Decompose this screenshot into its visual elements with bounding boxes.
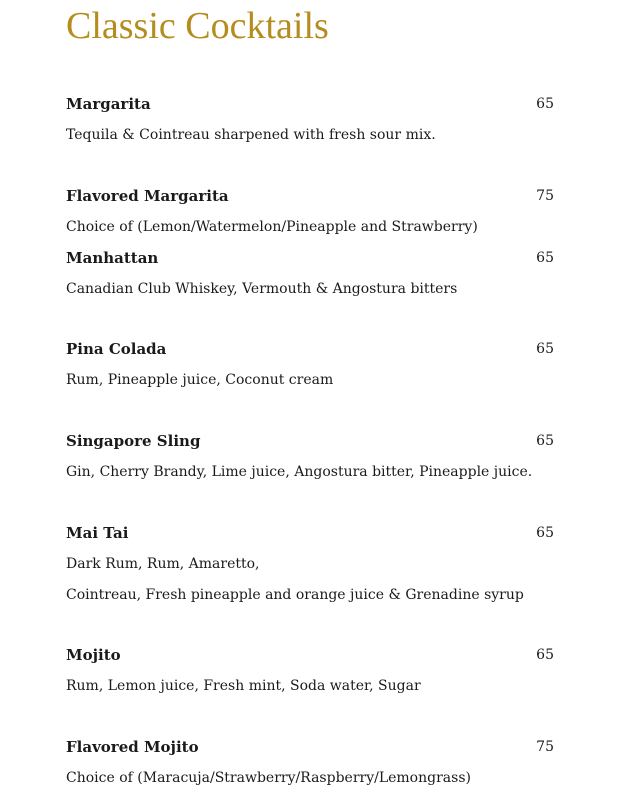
- menu-title: Classic Cocktails: [66, 5, 329, 47]
- menu-item-margarita: [66, 94, 554, 145]
- item-name: Margarita: [66, 95, 151, 113]
- item-header: [66, 248, 554, 268]
- item-header: [66, 94, 554, 114]
- item-header: [66, 523, 554, 543]
- item-price: 65: [536, 96, 554, 112]
- item-header: [66, 645, 554, 665]
- item-header: [66, 431, 554, 451]
- item-header: [66, 339, 554, 359]
- menu-item-pina-colada: [66, 339, 554, 390]
- item-description: Canadian Club Whiskey, Vermouth & Angostura bitters: [66, 281, 458, 297]
- item-price: 65: [536, 341, 554, 357]
- item-name: Mai Tai: [66, 524, 129, 542]
- item-description: Dark Rum, Rum, Amaretto,: [66, 556, 260, 572]
- item-price: 75: [536, 739, 554, 755]
- item-description: Choice of (Lemon/Watermelon/Pineapple and Strawberry): [66, 219, 478, 235]
- item-description: Gin, Cherry Brandy, Lime juice, Angostura bitter, Pineapple juice.: [66, 464, 533, 480]
- item-name: Flavored Margarita: [66, 187, 229, 205]
- item-price: 65: [536, 525, 554, 541]
- item-price: 65: [536, 647, 554, 663]
- item-description: Tequila & Cointreau sharpened with fresh sour mix.: [66, 127, 436, 143]
- item-price: 65: [536, 250, 554, 266]
- menu-item-flavored-margarita: [66, 186, 554, 237]
- item-name: Flavored Mojito: [66, 738, 199, 756]
- item-header: [66, 186, 554, 206]
- item-name: Pina Colada: [66, 340, 167, 358]
- item-description: Choice of (Maracuja/Strawberry/Raspberry/Lemongrass): [66, 770, 471, 786]
- item-description: Rum, Pineapple juice, Coconut cream: [66, 372, 334, 388]
- menu-item-manhattan: [66, 248, 554, 299]
- item-description: Cointreau, Fresh pineapple and orange juice & Grenadine syrup: [66, 587, 524, 603]
- menu-item-mojito: [66, 645, 554, 696]
- item-description: Rum, Lemon juice, Fresh mint, Soda water, Sugar: [66, 678, 421, 694]
- item-name: Singapore Sling: [66, 432, 201, 450]
- menu-item-singapore-sling: [66, 431, 554, 482]
- menu-item-mai-tai: [66, 523, 554, 605]
- item-name: Manhattan: [66, 249, 159, 267]
- item-price: 75: [536, 188, 554, 204]
- item-header: [66, 737, 554, 757]
- item-price: 65: [536, 433, 554, 449]
- item-name: Mojito: [66, 646, 121, 664]
- menu-item-flavored-mojito: [66, 737, 554, 788]
